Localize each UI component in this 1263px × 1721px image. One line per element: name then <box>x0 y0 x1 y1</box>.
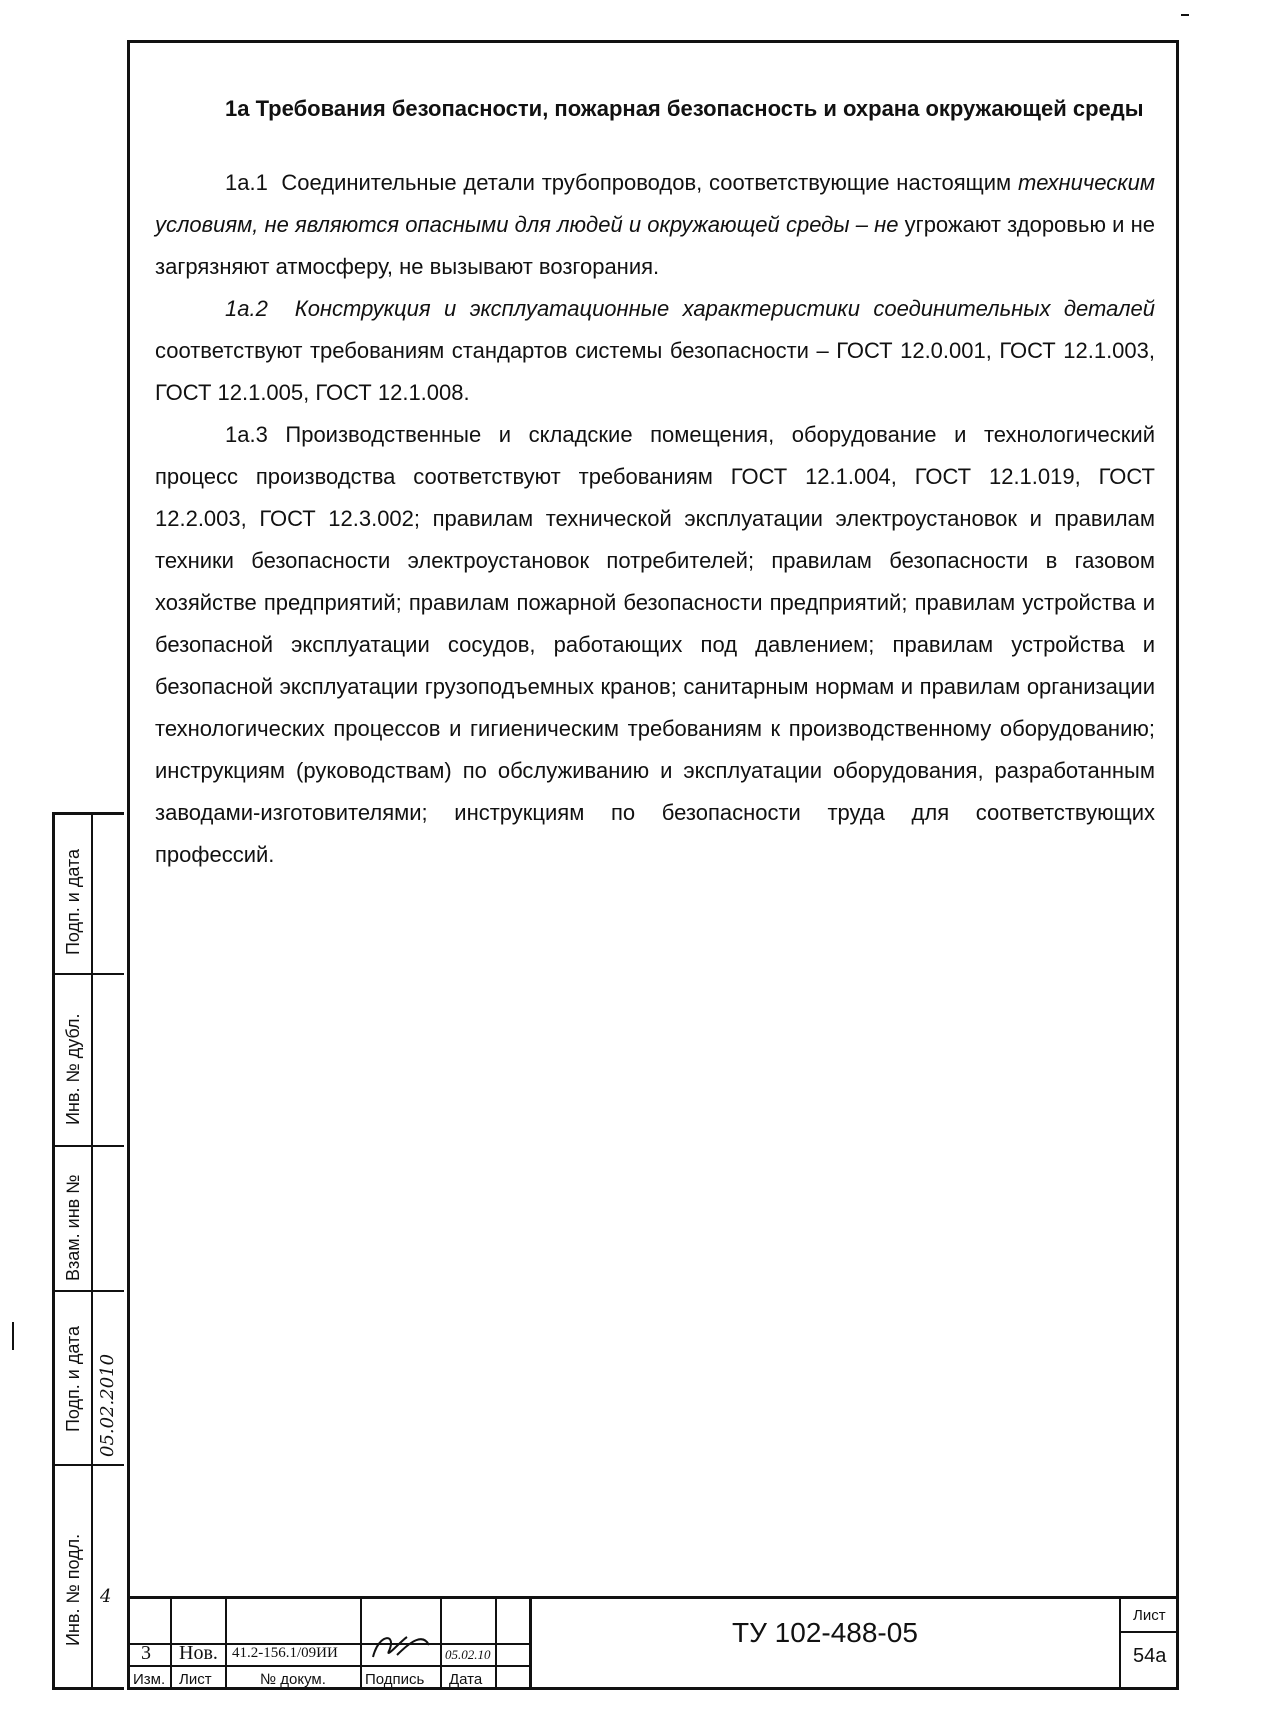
scan-mark <box>12 1322 14 1350</box>
signature-icon <box>367 1627 437 1665</box>
document-body <box>155 88 1155 876</box>
side-stamp <box>52 812 124 1690</box>
side-label-inv-dubl: Инв. № дубл. <box>63 1013 83 1125</box>
sheet-number: 54а <box>1133 1645 1167 1667</box>
date-label: Дата <box>449 1671 483 1688</box>
p2-number: 1а.2 <box>225 296 268 321</box>
doc-value: 41.2-156.1/09ИИ <box>232 1645 338 1661</box>
doc-label: № докум. <box>260 1671 326 1688</box>
document-code: ТУ 102-488-05 <box>732 1617 918 1648</box>
list-value: Нов. <box>179 1642 218 1664</box>
paragraph-1a1 <box>155 162 1155 288</box>
side-row-podp <box>55 1292 124 1466</box>
paragraph-1a2 <box>155 288 1155 414</box>
section-heading: 1а Требования безопасности, пожарная безопасность и охрана окружающей среды <box>225 96 1144 121</box>
side-row-inv-dubl <box>55 975 124 1147</box>
title-block <box>127 1596 1179 1690</box>
side-inv-podl-value: 4 <box>100 1586 112 1607</box>
p1-lead: Соединительные детали трубопроводов, соответствующие настоящим <box>281 170 1012 195</box>
paragraph-1a3: 1а.3 Производственные и складские помещения, оборудование и технологический процесс производства соответствуют требованиям ГОСТ 12.1.004, ГОСТ 12.1.019, ГОСТ 12.2.003, ГОСТ 12.3.002; правилам технической эксплуатации электроустановок и правилам техники безопасности электроустановок потребителей; правилам безопасности в газовом хозяйстве предприятий; правилам пожарной безопасности предприятий; правилам устройства и безопасной эксплуатации сосудов, работающих под давлением; правилам устройства и безопасной эксплуатации грузоподъемных кранов; санитарным нормам и правилам организации технологических процессов и гигиеническим требованиям к производственному оборудованию; инструкциям (руководствам) по обслуживанию и эксплуатации оборудования, разработанным заводами-изготовителями; инструкциям по безопасности труда для соответствующих профессий. <box>155 422 1155 867</box>
list-label: Лист <box>179 1671 212 1688</box>
p1-number: 1а.1 <box>225 170 268 195</box>
side-row-vzam-inv <box>55 1147 124 1292</box>
izm-value: 3 <box>141 1642 151 1664</box>
side-label-vzam-inv: Взам. инв № <box>63 1174 83 1281</box>
sign-label: Подпись <box>365 1671 425 1688</box>
side-row-inv-podl <box>55 1466 124 1690</box>
p2-italic: Конструкция и эксплуатационные характеристики соединительных деталей <box>294 296 1155 321</box>
date-value: 05.02.10 <box>445 1647 491 1662</box>
sheet-box <box>1119 1599 1179 1690</box>
side-podp-value: 05.02.2010 <box>97 1353 118 1457</box>
p1-tail: угрожают здоровью и не загрязняют атмосферу, не вызывают возгорания. <box>155 212 1155 279</box>
side-label-podp-top: Подп. и дата <box>63 848 83 955</box>
side-label-podp: Подп. и дата <box>63 1325 83 1432</box>
p2-rest: соответствуют требованиям стандартов системы безопасности – ГОСТ 12.0.001, ГОСТ 12.1.003, ГОСТ 12.1.005, ГОСТ 12.1.008. <box>155 338 1155 405</box>
sheet-label: Лист <box>1133 1607 1166 1624</box>
side-row-podp-top <box>55 815 124 975</box>
p1-italic: техническим условиям, не являются опасными для людей и окружающей среды – не <box>155 170 1155 237</box>
side-label-inv-podl: Инв. № подл. <box>63 1533 83 1646</box>
scan-mark <box>1181 14 1189 16</box>
izm-label: Изм. <box>133 1671 166 1688</box>
